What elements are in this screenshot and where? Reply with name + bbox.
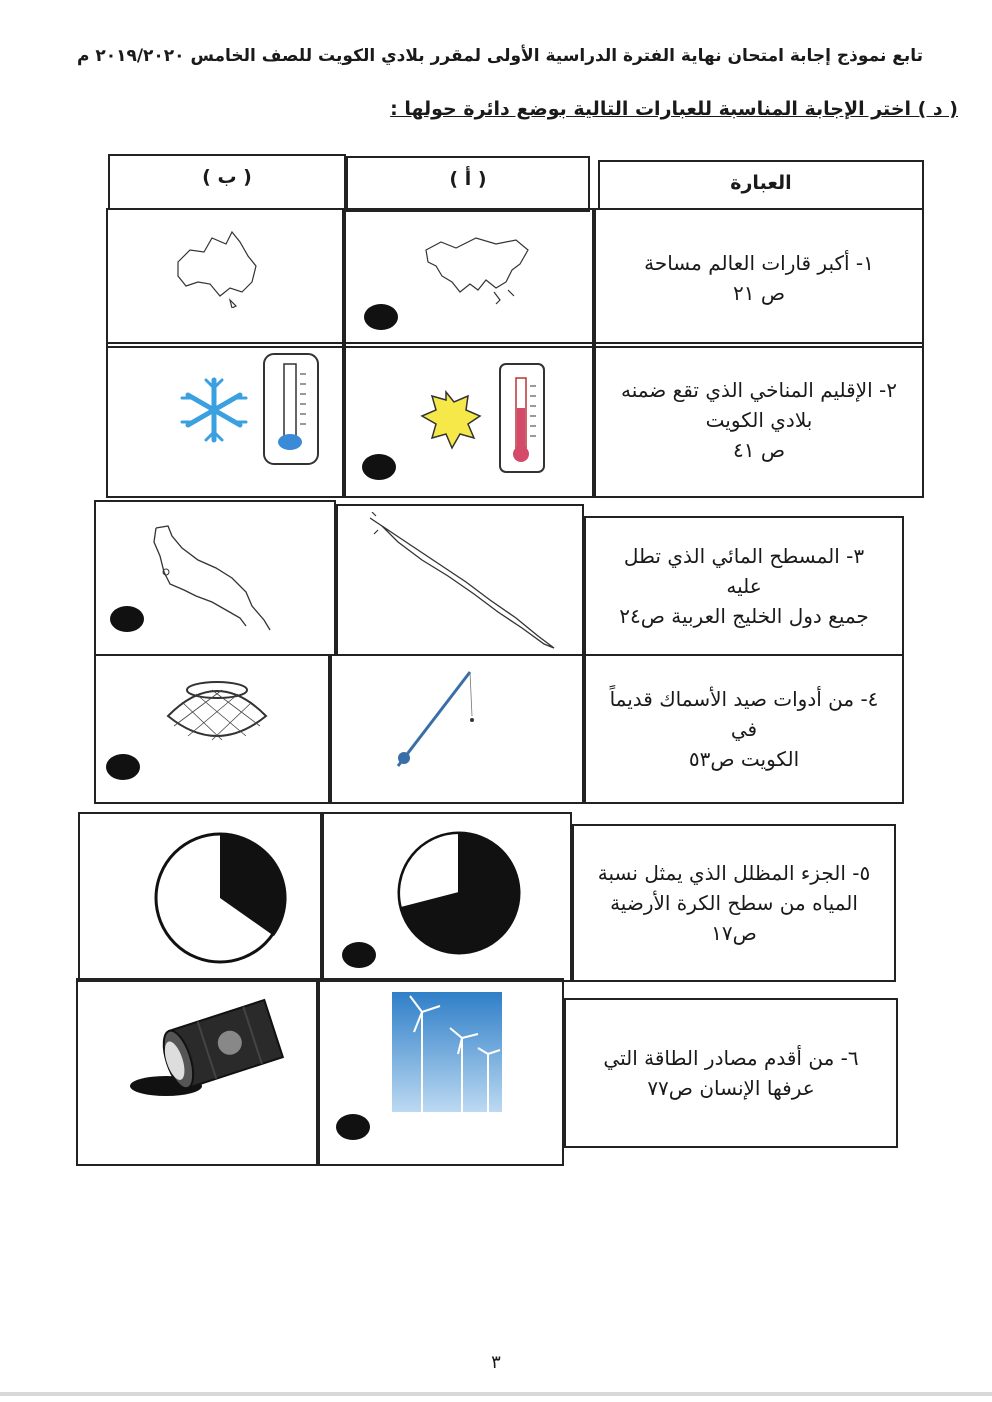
answer-circle-marker: [336, 1114, 370, 1140]
sun-thermometer-icon: [406, 358, 556, 478]
option-a-cell[interactable]: [318, 978, 564, 1166]
option-b-cell[interactable]: [78, 812, 322, 982]
header-option-a: [346, 156, 590, 212]
arabian-gulf-map-icon: [136, 520, 286, 640]
option-b-cell[interactable]: [76, 978, 318, 1166]
statement-line: ص١٧: [711, 921, 757, 945]
answer-circle-marker: [364, 304, 398, 330]
statement-line: جميع دول الخليج العربية ص٢٤: [619, 604, 869, 628]
option-b-cell[interactable]: [94, 500, 336, 656]
wind-turbines-icon: [392, 992, 502, 1112]
statement-line: ٣- المسطح المائي الذي تطل عليه: [623, 544, 865, 598]
statement-cell: [572, 824, 896, 982]
table-row: [0, 978, 992, 1166]
statement-line: ٦- من أقدم مصادر الطاقة التي: [603, 1046, 859, 1070]
answer-circle-marker: [106, 754, 140, 780]
statement-line: المياه من سطح الكرة الأرضية: [610, 891, 858, 915]
option-a-cell[interactable]: [344, 208, 594, 348]
australia-map-icon: [170, 222, 270, 308]
option-a-cell[interactable]: [344, 342, 594, 498]
instruction-heading: ( د ) اختر الإجابة المناسبة للعبارات التالية بوضع دائرة حولها :: [390, 98, 958, 120]
oil-barrel-icon: [126, 994, 296, 1104]
option-a-cell[interactable]: [336, 504, 584, 656]
statement-line: عرفها الإنسان ص٧٧: [647, 1076, 815, 1100]
table-row: [0, 654, 992, 804]
statement-line: ٢- الإقليم المناخي الذي تقع ضمنه: [620, 378, 898, 402]
option-a-cell[interactable]: [330, 654, 584, 804]
option-b-cell[interactable]: [94, 654, 330, 804]
pie-circle-quarter-shaded-icon: [150, 828, 290, 968]
snowflake-thermometer-icon: [162, 350, 332, 470]
asia-map-icon: [416, 230, 536, 310]
fish-trap-icon: [162, 676, 272, 746]
table-row: [0, 208, 992, 348]
option-b-cell[interactable]: [106, 342, 344, 498]
option-b-cell[interactable]: [106, 208, 344, 348]
statement-cell: [564, 998, 898, 1148]
header-option-a-label: ( أ ): [449, 168, 487, 190]
header-option-b: [108, 154, 346, 210]
option-a-cell[interactable]: [322, 812, 572, 982]
statement-line: ٤- من أدوات صيد الأسماك قديماً في: [609, 687, 879, 741]
page-bottom-border: [0, 1392, 992, 1396]
statement-line: ص ٢١: [732, 281, 786, 305]
statement-line: ص ٤١: [732, 438, 786, 462]
header-option-b-label: ( ب ): [202, 166, 252, 188]
statement-line: الكويت ص٥٣: [688, 747, 800, 771]
statement-line: بلادي الكويت: [705, 408, 813, 432]
table-row: [0, 500, 992, 656]
page-number: ٣: [491, 1352, 501, 1373]
table-header-row: [0, 146, 992, 212]
statement-line: ٥- الجزء المظلل الذي يمثل نسبة: [597, 861, 871, 885]
table-row: [0, 342, 992, 498]
fishing-rod-icon: [382, 666, 482, 776]
header-statement: [598, 160, 924, 210]
answer-circle-marker: [362, 454, 396, 480]
page-title: تابع نموذج إجابة امتحان نهاية الفترة الدراسية الأولى لمقرر بلادي الكويت للصف الخامس ٢٠١٩/٢٠٢٠ م: [76, 46, 924, 66]
red-sea-map-icon: [358, 512, 568, 652]
statement-cell: [584, 654, 904, 804]
header-statement-label: العبارة: [730, 172, 792, 194]
answer-circle-marker: [342, 942, 376, 968]
statement-cell: [594, 208, 924, 348]
pie-circle-mostly-shaded-icon: [394, 828, 524, 958]
statement-line: ١- أكبر قارات العالم مساحة: [644, 251, 874, 275]
statement-cell: [584, 516, 904, 656]
table-row: [0, 804, 992, 982]
answer-circle-marker: [110, 606, 144, 632]
statement-cell: [594, 342, 924, 498]
